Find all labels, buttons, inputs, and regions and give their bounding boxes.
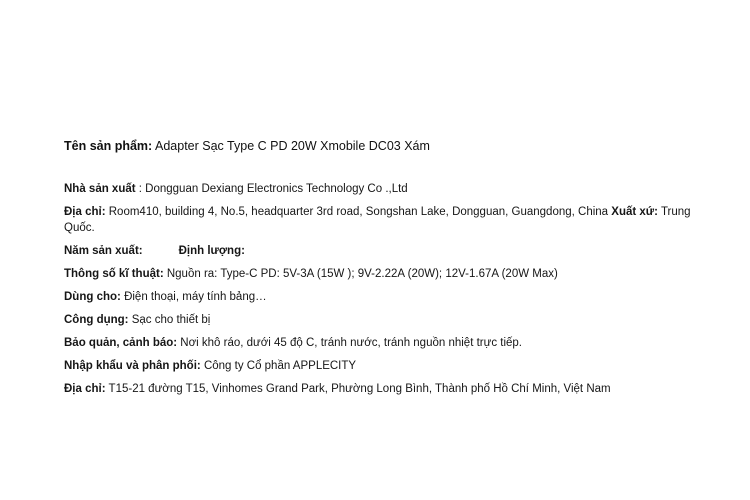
specifications-row <box>64 266 710 282</box>
importer-distributor-row <box>64 358 710 374</box>
manufacturer-row <box>64 181 710 197</box>
storage-warning-value: Nơi khô ráo, dưới 45 độ C, tránh nước, tránh nguồn nhiệt trực tiếp. <box>180 337 522 349</box>
origin-value: Trung Quốc. <box>64 206 691 234</box>
manufacturer-address-label: Địa chỉ: <box>64 206 106 218</box>
product-name-line <box>64 138 710 155</box>
year-of-manufacture-label: Năm sản xuất: <box>64 245 143 257</box>
manufacturer-value: Dongguan Dexiang Electronics Technology Co .,Ltd <box>145 183 408 195</box>
year-quantity-row <box>64 243 710 259</box>
storage-warning-row <box>64 335 710 351</box>
specifications-label: Thông số kĩ thuật: <box>64 268 164 280</box>
distributor-address-value: T15-21 đường T15, Vinhomes Grand Park, Phường Long Bình, Thành phố Hồ Chí Minh, Việt Nam <box>108 383 611 395</box>
specifications-value: Nguồn ra: Type-C PD: 5V-3A (15W ); 9V-2.22A (20W); 12V-1.67A (20W Max) <box>166 268 558 280</box>
quantity-label: Định lượng: <box>178 245 245 257</box>
distributor-address-label: Địa chỉ: <box>64 383 106 395</box>
function-label: Công dụng: <box>64 314 129 326</box>
used-for-label: Dùng cho: <box>64 291 121 303</box>
distributor-address-row <box>64 381 710 397</box>
importer-distributor-value: Công ty Cổ phần APPLECITY <box>203 360 357 372</box>
used-for-row <box>64 289 710 305</box>
manufacturer-separator: : <box>135 183 146 195</box>
used-for-value: Điện thoại, máy tính bảng… <box>124 291 267 303</box>
manufacturer-address-row <box>64 204 710 236</box>
manufacturer-label: Nhà sản xuất <box>64 183 136 195</box>
function-value: Sạc cho thiết bị <box>131 314 211 326</box>
manufacturer-address-value: Room410, building 4, No.5, headquarter 3rd road, Songshan Lake, Dongguan, Guangdong, China <box>108 206 612 218</box>
product-label-document <box>64 138 710 404</box>
storage-warning-label: Bảo quản, cảnh báo: <box>64 337 178 349</box>
product-name-value: Adapter Sạc Type C PD 20W Xmobile DC03 Xám <box>152 139 430 153</box>
origin-label: Xuất xứ: <box>611 206 658 218</box>
importer-distributor-label: Nhập khẩu và phân phối: <box>64 360 201 372</box>
function-row <box>64 312 710 328</box>
product-name-label: Tên sản phẩm: <box>64 139 153 153</box>
